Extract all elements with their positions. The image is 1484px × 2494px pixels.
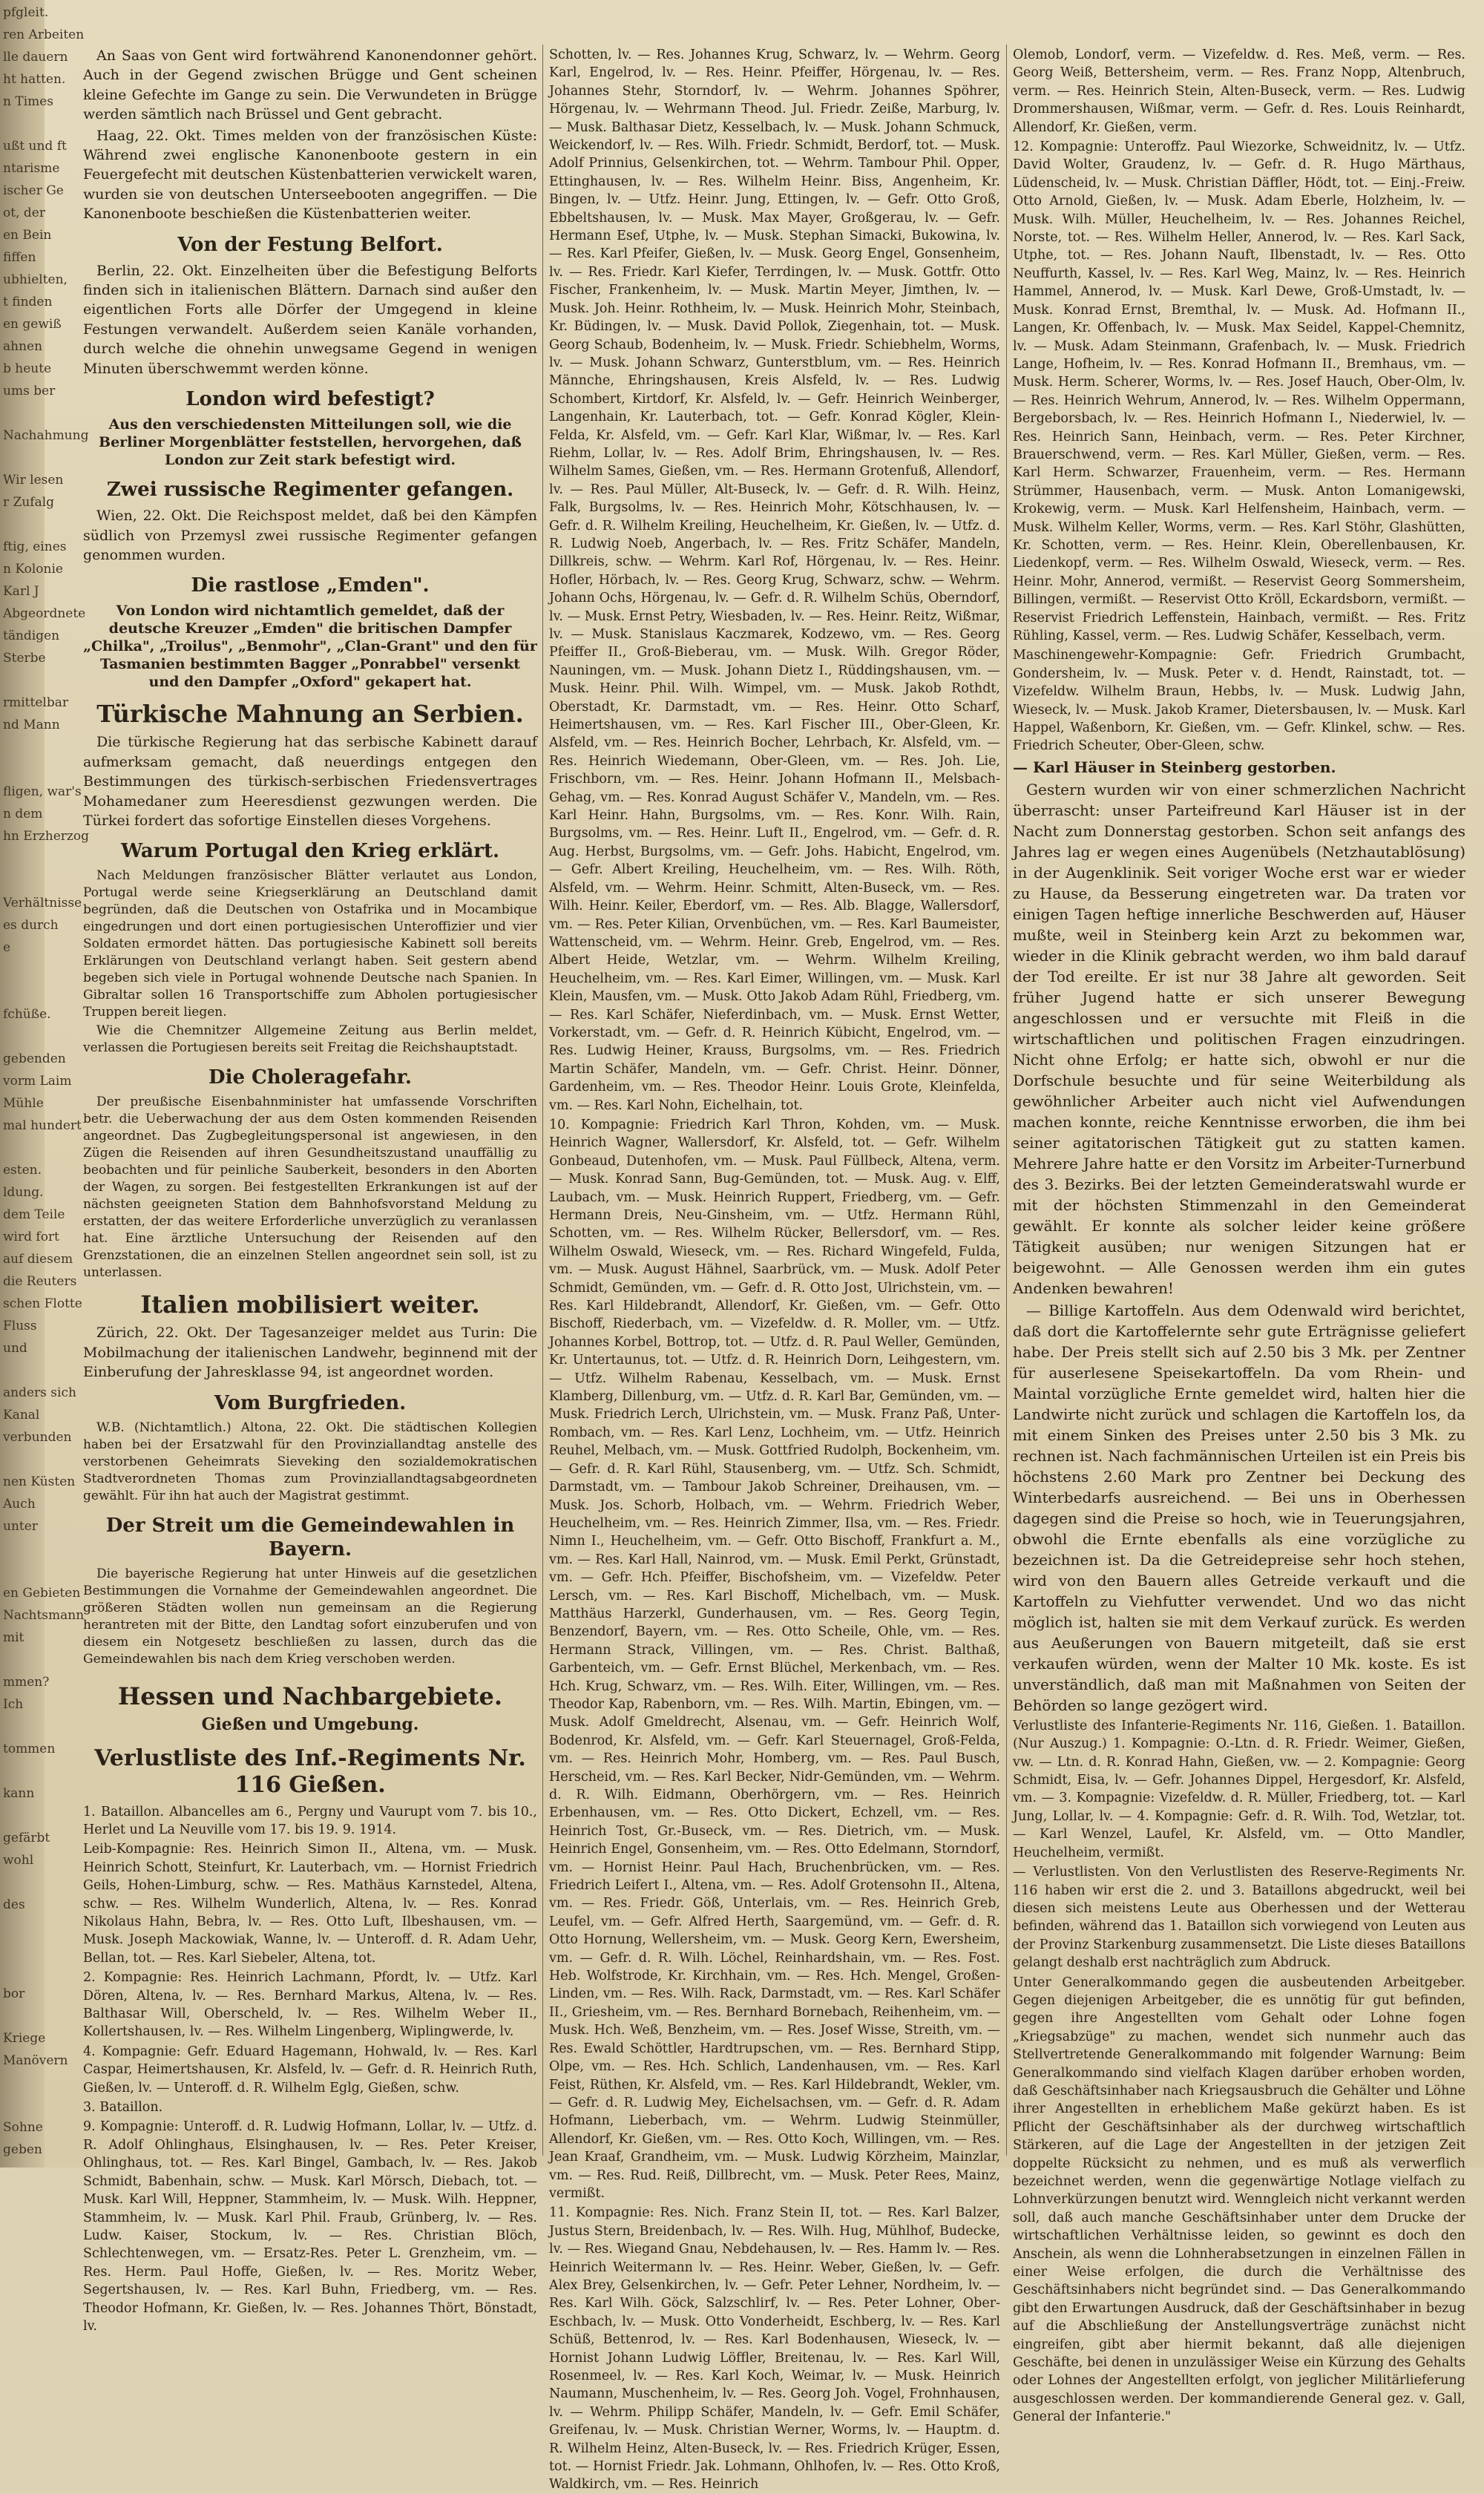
gutter-text-fragment: e xyxy=(3,940,11,955)
casualty-list-text: Leib-Kompagnie: Res. Heinrich Simon II., Altena, vm. — Musk. Heinrich Schott, Steinfurt, Kr. Lauterbach, vm. — Hornist Friedrich Geils, Hohen-Limburg, schw. — Res. Mathäus Karnstedel, Altena, schw. — Res. Wilhelm Wunderlich, Altena, lv. — Res. Konrad Nikolaus Hahn, Bebra, lv. — Res. Otto Luft, Ilbeshausen, vm. — Musk. Joseph Mackowiak, Wanne, lv. — Unteroff. d. R. Adam Uehr, Bellan, tot. — Res. Karl Siebeler, Altena, tot. xyxy=(83,1842,537,1966)
gutter-text-fragment: hn Erzherzog xyxy=(3,829,90,844)
gutter-text-fragment: esten. xyxy=(3,1163,42,1178)
article-paragraph: Berlin, 22. Okt. Einzelheiten über die Befestigung Belforts finden sich in italienischen Blättern. Darnach sind außer den eigentlichen Forts alle Dörfer der Umgegend in kleine Festungen verwandelt. Außerdem seien Kanäle vorhanden, durch welche die ohnehin unwegsame Gegend in wenigen Minuten überschwemmt werden könne. xyxy=(83,262,537,377)
casualty-list-text: Olemob, Londorf, verm. — Vizefeldw. d. Res. Meß, verm. — Res. Georg Weiß, Bettersheim, verm. — Res. Franz Nopp, Altenbruch, verm. — Res. Heinrich Stein, Alten-Buseck, verm. — Res. Ludwig Drommershausen, Wißmar, verm. — Gefr. d. Res. Louis Reinhardt, Allendorf, Kr. Gießen, verm. xyxy=(1013,47,1465,135)
gutter-text-fragment: Sohne xyxy=(3,2120,43,2135)
casualty-list-text: Unter Generalkommando gegen die ausbeutenden Arbeitgeber. Gegen diejenigen Arbeitgeber, die es unnötig für gut befinden, gegen ihre Angestellten vom Gehalt oder Lohne fogen „Kriegsabzüge" zu machen, wendet sich nunmehr auch das Stellvertretende Generalkommando mit folgender Warnung: Beim Generalkommando sind vielfach Klagen darüber erhoben worden, daß Geschäftsinhaber nach Kriegsausbruch die Gehälter und Löhne ihrer Angestellten in erheblichem Maße gekürzt haben. Es ist Pflicht der Geschäftsinhaber als der durchweg wirtschaftlich Stärkeren, auf die Lage der Angestellten in der jetzigen Zeit doppelte Rücksicht zu nehmen, und es muß als verwerflich bezeichnet werden, wenn die gegenwärtige Notlage vielfach zu Lohnverkürzungen benutzt wird. Wenngleich nicht verkannt werden soll, daß auch manche Geschäftsinhaber unter dem Drucke der wirtschaftlichen Verhältnisse leiden, so gewinnt es doch den Anschein, als wenn die Lohnherabsetzungen in einzelnen Fällen in einer Weise erfolgen, die durch die Verhältnisse des Geschäftsinhabers nicht begründet sind. — Das Generalkommando gibt den Erwartungen Ausdruck, daß der Geschäftsinhaber in bezug auf die Abschließung der Anstellungsverträge zunächst nicht eingreifen, gibt aber hiermit bekannt, daß alle diejenigen Geschäfte, bei denen in unzulässiger Weise ein Kürzung des Gehalts oder Lohnes der Angestellten erfolgt, von jeglicher Militärlieferung ausgeschlossen werden. Der kommandierende General gez. v. Gall, General der Infanterie." xyxy=(1013,1975,1465,2425)
gutter-text-fragment: Mühle xyxy=(3,1096,44,1111)
gutter-text-fragment: ot, der xyxy=(3,206,45,220)
casualty-list-text: Verlustliste des Infanterie-Regiments Nr. 116, Gießen. 1. Bataillon. (Nur Auszug.) 1. Kompagnie: O.-Ltn. d. R. Friedr. Weimer, Gießen, vw. — Ltn. d. R. Konrad Hahn, Gießen, vw. — 2. Kompagnie: Georg Schmidt, Eisa, lv. — Gefr. Johannes Dippel, Hergesdorf, Kr. Alsfeld, vm. — 3. Kompagnie: Vizefeldw. d. R. Müller, Friedberg, tot. — Karl Jung, Lollar, lv. — 4. Kompagnie: Gefr. d. R. Wilh. Tod, Wetzlar, tot. — Karl Wenzel, Laufel, Kr. Alsfeld, vm. — Otto Mandler, Heuchelheim, vermißt. xyxy=(1013,1718,1465,1860)
gutter-text-fragment: fiffen xyxy=(3,250,36,265)
gutter-text-fragment: Verhältnisse xyxy=(3,896,82,910)
article-lead: Von London wird nichtamtlich gemeldet, daß der deutsche Kreuzer „Emden" die britischen Dampfer „Chilka", „Troilus", „Benmohr", „Clan-Grant" und den für Tasmanien bestimmten Bagger „Ponrabbel" versenkt und den Dampfer „Oxford" gekapert hat. xyxy=(83,603,537,691)
casualty-list-text: 9. Kompagnie: Unteroff. d. R. Ludwig Hofmann, Lollar, lv. — Utfz. d. R. Adolf Ohlinghaus, Elsinghausen, lv. — Res. Peter Kreiser, Ohlinghaus, tot. — Res. Karl Bingel, Gambach, lv. — Res. Jakob Schmidt, Babenhain, schw. — Musk. Karl Mörsch, Diebach, tot. — Musk. Karl Will, Heppner, Stammheim, lv. — Musk. Wilh. Heppner, Stammheim, lv. — Musk. Karl Phil. Fraub, Grünberg, lv. — Res. Ludw. Kaiser, Stockum, lv. — Res. Christian Blöch, Schlechtenwegen, vm. — Ersatz-Res. Peter L. Grenzheim, vm. — Res. Herm. Paul Hoffe, Gießen, lv. — Res. Moritz Weber, Segertshausen, lv. — Res. Karl Buhn, Friedberg, vm. — Res. Theodor Hofmann, Kr. Gießen, lv. — Res. Johannes Thört, Bönstadt, lv. xyxy=(83,2119,537,2334)
casualty-list-text: 10. Kompagnie: Friedrich Karl Thron, Kohden, vm. — Musk. Heinrich Wagner, Wallersdorf, Kr. Alsfeld, tot. — Gefr. Wilhelm Gonbeaud, Dutenhofen, vm. — Musk. Paul Füllbeck, Altena, verm. — Musk. Konrad Sann, Bug-Gemünden, tot. — Musk. Aug. v. Elff, Laubach, vm. — Musk. Heinrich Ruppert, Friedberg, vm. — Gefr. Hermann Dreis, Neu-Ginsheim, vm. — Utfz. Hermann Rühl, Schotten, vm. — Res. Wilhelm Rücker, Bellersdorf, vm. — Res. Wilhelm Oswald, Wieseck, vm. — Res. Richard Wingefeld, Fulda, vm. — Musk. August Hähnel, Saarbrück, vm. — Musk. Adolf Peter Schmidt, Gemünden, vm. — Gefr. d. R. Otto Jost, Ulrichstein, vm. — Res. Karl Hildebrandt, Allendorf, Kr. Gießen, vm. — Gefr. Otto Bischoff, Riederbach, vm. — Vizefeldw. d. R. Moller, vm. — Utfz. Johannes Korbel, Bottrop, tot. — Utfz. d. R. Paul Weller, Gemünden, Kr. Untertaunus, tot. — Utfz. d. R. Heinrich Dorn, Leihgestern, vm. — Utfz. Wilhelm Rabenau, Kesselbach, vm. — Musk. Ernst Klamberg, Dillenburg, vm. — Utfz. d. R. Karl Bar, Gemünden, vm. — Musk. Friedrich Lerch, Ulrichstein, vm. — Musk. Franz Paß, Unter-Rombach, vm. — Res. Karl Lenz, Lochheim, vm. — Utfz. Heinrich Reuhel, Melbach, vm. — Musk. Gottfried Rudolph, Bockenheim, vm. — Gefr. d. R. Karl Rühl, Stausenberg, vm. — Utfz. Sch. Schmidt, Darmstadt, vm. — Tambour Jakob Schreiner, Dreihausen, vm. — Musk. Jos. Schorb, Holbach, vm. — Wehrm. Friedrich Weber, Heuchelheim, vm. — Res. Heinrich Zimmer, Ilsa, vm. — Res. Friedr. Nimn I., Heuchelheim, vm. — Gefr. Otto Bischoff, Frankfurt a. M., vm. — Res. Karl Hall, Nainrod, vm. — Musk. Emil Perkt, Grünstadt, vm. — Gefr. Hch. Pfeiffer, Bischofsheim, vm. — Vizefeldw. Peter Lersch, vm. — Res. Karl Bischoff, Michelbach, vm. — Musk. Matthäus Harzerkl, Gunderhausen, vm. — Res. Georg Tegin, Benzendorf, Bayern, vm. — Res. Otto Scheile, Ohle, vm. — Res. Hermann Strack, Villingen, vm. — Res. Christ. Balthaß, Garbenteich, vm. — Gefr. Ernst Blüchel, Merkenbach, vm. — Res. Hch. Krug, Schwarz, vm. — Res. Wilh. Eiter, Willingen, vm. — Res. Theodor Kap, Rabenborn, vm. — Res. Wilh. Martin, Ebingen, vm. — Musk. Adolf Gmeldrecht, Alsenau, vm. — Gefr. Heinrich Wolf, Bodenrod, Kr. Alsfeld, vm. — Gefr. Karl Steuernagel, Groß-Felda, vm. — Res. Heinrich Mohr, Homberg, vm. — Res. Paul Busch, Herscheid, vm. — Res. Karl Becker, Nidr-Gemünden, vm. — Wehrm. d. R. Wilh. Eidmann, Oberhörgern, vm. — Res. Heinrich Erbenhausen, vm. — Res. Otto Dickert, Echzell, vm. — Res. Heinrich Tost, Gr.-Buseck, vm. — Res. Dietrich, vm. — Musk. Heinrich Engel, Gonsenheim, vm. — Res. Otto Edelmann, Storndorf, vm. — Hornist Heinr. Paul Hach, Bruchenbrücken, vm. — Res. Friedrich Leifert I., Altena, vm. — Res. Adolf Grotensohn II., Altena, vm. — Res. Friedr. Göß, Unterlais, vm. — Res. Heinrich Greb, Leufel, vm. — Gefr. Alfred Herth, Saargemünd, vm. — Gefr. d. R. Otto Hornung, Wellersheim, vm. — Musk. Georg Kern, Ewersheim, vm. — Gefr. d. R. Wilh. Löchel, Reinhardshain, vm. — Res. Fost. Heb. Wolfstrode, Kr. Kirchhain, vm. — Res. Hch. Mengel, Großen-Linden, vm. — Res. Wilh. Rack, Darmstadt, vm. — Res. Karl Schäfer II., Griesheim, vm. — Res. Bernhard Bornebach, Reihenheim, vm. — Musk. Hch. Weß, Benzheim, vm. — Res. Josef Wisse, Streith, vm. — Res. Ewald Schöttler, Hardtrupschen, vm. — Res. Bernhard Stipp, Olpe, vm. — Res. Hch. Schlich, Landenhausen, vm. — Res. Karl Feist, Rüthen, Kr. Alsfeld, vm. — Res. Karl Hildebrandt, Wekler, vm. — Gefr. d. R. Ludwig Mey, Eichelsachsen, vm. — Gefr. d. R. Adam Hofmann, Lieberbach, vm. — Wehrm. Ludwig Steinmüller, Allendorf, Kr. Gießen, vm. — Res. Otto Koch, Willingen, vm. — Res. Jean Kraaf, Grandheim, vm. — Musk. Ludwig Körzheim, Mainzlar, vm. — Res. Rud. Reiß, Dillbrecht, vm. — Musk. Peter Rees, Mainz, vermißt. xyxy=(549,1117,1000,2201)
gutter-text-fragment: Karl J xyxy=(3,584,39,599)
gutter-text-fragment: lle dauern xyxy=(3,50,68,65)
gutter-text-fragment: des xyxy=(3,1897,25,1912)
article-paragraph: An Saas von Gent wird fortwährend Kanonendonner gehört. Auch in der Gegend zwischen Brügge und Gent scheinen kleine Gefechte im Gange zu sein. Die Verwundeten in Brügge werden sämtlich nach Brüssel und Gent gebracht. xyxy=(83,47,537,123)
casualty-list-text: 3. Bataillon. xyxy=(83,2100,163,2116)
gutter-text-fragment: en Bein xyxy=(3,228,52,243)
section-subtitle: Gießen und Umgebung. xyxy=(201,1714,419,1734)
gutter-text-fragment: mit xyxy=(3,1630,24,1645)
article-paragraph: Die bayerische Regierung hat unter Hinweis auf die gesetzlichen Bestimmungen die Vornahme der Gemeindewahlen angeordnet. Die größeren Städten wollen nun gemeinsam an die Regierung herantreten mit der Bitte, den Landtag sofort einzuberufen und von diesem ein Notgesetz beschließen zu lassen, durch das die Gemeindewahlen bis nach dem Krieg verschoben werden. xyxy=(83,1566,537,1667)
casualty-list-text: 11. Kompagnie: Res. Nich. Franz Stein II, tot. — Res. Karl Balzer, Justus Stern, Breidenbach, lv. — Res. Wilh. Hug, Mühlhof, Budecke, lv. — Res. Wiegand Gnau, Nebdehausen, lv. — Res. Hamm lv. — Res. Heinrich Weitermann lv. — Res. Heinr. Weber, Gießen, lv. — Gefr. Alex Brey, Gelsenkirchen, lv. — Gefr. Peter Lehner, Nordheim, lv. — Res. Karl Wilh. Göck, Salzschlirf, lv. — Res. Peter Lohner, Ober-Eschbach, lv. — Musk. Otto Vonderheidt, Eschberg, lv. — Res. Karl Schüß, Bettenrod, lv. — Res. Karl Bodenhausen, Wieseck, lv. — Hornist Johann Ludwig Löffler, Breitenau, lv. — Res. Karl Will, Rosenmeel, lv. — Res. Karl Koch, Weimar, lv. — Musk. Heinrich Naumann, Muschenheim, lv. — Res. Georg Joh. Vogel, Frohnhausen, lv. — Wehrm. Philipp Schäfer, Mandeln, lv. — Gefr. Emil Schäfer, Greifenau, lv. — Musk. Christian Werner, Worms, lv. — Hauptm. d. R. Wilhelm Heinz, Alten-Buseck, lv. — Res. Friedrich Krüger, Essen, tot. — Hornist Friedr. Jak. Lohmann, Ohlhofen, lv. — Res. Otto Kroß, Waldkirch, vm. — Res. Heinrich xyxy=(549,2205,1000,2493)
gutter-text-fragment: ahnen xyxy=(3,339,43,354)
column-divider xyxy=(1006,45,1007,2156)
gutter-text-fragment: en gewiß xyxy=(3,317,62,332)
gutter-text-fragment: Kanal xyxy=(3,1408,40,1422)
gutter-text-fragment: gefärbt xyxy=(3,1831,50,1845)
casualty-list-text: Schotten, lv. — Res. Johannes Krug, Schwarz, lv. — Wehrm. Georg Karl, Engelrod, lv. — Res. Heinr. Pfeiffer, Hörgenau, lv. — Res. Johannes Stehr, Storndorf, lv. — Wehrm. Johannes Spöhrer, Hörgenau, lv. — Wehrmann Theod. Jul. Friedr. Zeiße, Marburg, lv. — Musk. Balthasar Dietz, Kesselbach, lv. — Musk. Johann Schmuck, Weickendorf, lv. — Res. Wilh. Friedr. Schmidt, Berdorf, tot. — Musk. Adolf Prinnius, Gelsenkirchen, tot. — Wehrm. Tambour Phil. Opper, Ettinghausen, lv. — Res. Wilhelm Heinr. Biss, Angenheim, Kr. Bingen, lv. — Utfz. Heinr. Jung, Ettingen, lv. — Gefr. Otto Groß, Ebbeltshausen, lv. — Musk. Max Mayer, Großgerau, lv. — Gefr. Hermann Esef, Utphe, lv. — Musk. Stephan Simacki, Bukowina, lv. — Res. Karl Pfeifer, Gießen, lv. — Musk. Georg Engel, Gonsenheim, lv. — Res. Friedr. Karl Kiefer, Terrdingen, lv. — Musk. Gottfr. Otto Fischer, Frankenheim, lv. — Musk. Martin Meyer, Jimthen, lv. — Musk. Joh. Heinr. Rothheim, lv. — Musk. Heinrich Mohr, Steinbach, Kr. Büdingen, lv. — Musk. David Pollok, Ziegenhain, tot. — Musk. Georg Schaub, Bodenheim, lv. — Musk. Friedr. Schiebhelm, Worms, lv. — Musk. Johann Schwarz, Gunterstblum, vm. — Res. Heinrich Männche, Ehringshausen, Kreis Alsfeld, lv. — Res. Ludwig Schombert, Kirtdorf, Kr. Alsfeld, lv. — Gefr. Heinrich Weinberger, Langenhain, Kr. Lauterbach, tot. — Gefr. Konrad Kögler, Klein-Felda, Kr. Alsfeld, vm. — Gefr. Karl Klar, Wißmar, lv. — Res. Karl Riehm, Lollar, lv. — Res. Adolf Brim, Ehringshausen, lv. — Res. Wilhelm Sames, Gießen, vm. — Res. Hermann Grotenfuß, Allendorf, lv. — Res. Paul Müller, Alt-Buseck, lv. — Gefr. d. R. Wilh. Heinz, Falk, Burgsolms, lv. — Res. Heinrich Mohr, Kötschhausen, lv. — Gefr. d. R. Wilhelm Kreiling, Heuchelheim, Kr. Gießen, lv. — Utfz. d. R. Ludwig Noeb, Angerbach, lv. — Res. Fritz Schäfer, Mandeln, Dillkreis, schw. — Wehrm. Karl Rof, Hörgenau, lv. — Res. Heinr. Hofler, Hörbach, lv. — Res. Georg Krug, Schwarz, schw. — Wehrm. Johann Ochs, Hörgenau, lv. — Gefr. d. R. Wilhelm Schüs, Oberndorf, lv. — Musk. Ernst Petry, Wiesbaden, lv. — Res. Heinr. Reitz, Wißmar, lv. — Musk. Stanislaus Kaczmarek, Kodzewo, vm. — Res. Georg Pfeiffer II., Groß-Bieberau, vm. — Musk. Wilh. Gregor Röder, Nauningen, vm. — Musk. Johann Dietz I., Rüddingshausen, vm. — Musk. Heinr. Phil. Wilh. Wimpel, vm. — Musk. Jakob Rothdt, Oberstadt, Kr. Darmstadt, vm. — Res. Heinr. Otto Scharf, Heimertshausen, vm. — Res. Karl Fischer III., Ober-Gleen, Kr. Alsfeld, vm. — Res. Heinrich Bocher, Lehrbach, Kr. Alsfeld, vm. — Res. Heinrich Wiedemann, Ober-Gleen, vm. — Res. Joh. Lie, Frischborn, vm. — Res. Heinr. Johann Hofmann II., Melsbach-Gehag, vm. — Res. Konrad August Schäfer V., Mandeln, vm. — Res. Karl Heinr. Hahn, Burgsolms, vm. — Res. Konr. Wilh. Rain, Burgsolms, vm. — Res. Heinr. Luft II., Engelrod, vm. — Gefr. d. R. Aug. Herbst, Burgsolms, vm. — Gefr. Johs. Habicht, Engelrod, vm. — Gefr. Albert Kreiling, Heuchelheim, vm. — Res. Wilh. Röth, Alsfeld, vm. — Wehrm. Heinr. Schmitt, Alten-Buseck, vm. — Res. Wilh. Heinr. Keiler, Eberdorf, vm. — Res. Alb. Blagge, Wallersdorf, vm. — Res. Peter Kilian, Orvenbüchen, vm. — Res. Karl Baumeister, Wattenscheid, vm. — Wehrm. Heinr. Greb, Engelrod, vm. — Res. Albert Heide, Wetzlar, vm. — Wehrm. Wilhelm Kreiling, Heuchelheim, vm. — Res. Karl Eimer, Willingen, vm. — Musk. Karl Klein, Mausfen, vm. — Musk. Otto Jakob Adam Rühl, Friedberg, vm. — Res. Karl Schäfer, Nieferdinbach, vm. — Musk. Ernst Wetter, Vorkerstadt, vm. — Gefr. d. R. Heinrich Kübicht, Engelrod, vm. — Res. Ludwig Heiner, Krauss, Burgsolms, vm. — Res. Friedrich Martin Schäfer, Mandeln, vm. — Gefr. Christ. Heinr. Dönner, Gardenheim, vm. — Res. Theodor Heinr. Louis Grote, Kleinfelda, vm. — Res. Karl Nohn, Eichelhain, tot. xyxy=(549,47,1000,1113)
article-headline: Italien mobilisiert weiter. xyxy=(140,1290,480,1319)
gutter-text-fragment: rmittelbar xyxy=(3,695,68,710)
gutter-text-fragment: Nachahmung xyxy=(3,428,89,443)
gutter-text-fragment: fchüße. xyxy=(3,1007,51,1022)
gutter-text-fragment: nd Mann xyxy=(3,718,60,732)
gutter-text-fragment: ums ber xyxy=(3,384,56,398)
gutter-text-fragment: anders sich xyxy=(3,1385,76,1400)
gutter-text-fragment: auf diesem xyxy=(3,1252,73,1267)
gutter-text-fragment: schen Flotte xyxy=(3,1296,82,1311)
gutter-text-fragment: es durch xyxy=(3,918,59,933)
gutter-text-fragment: en Gebieten xyxy=(3,1586,81,1601)
column-3 xyxy=(1013,46,1465,2425)
gutter-text-fragment: t finden xyxy=(3,295,53,309)
gutter-text-fragment: ldung. xyxy=(3,1185,44,1200)
gutter-text-fragment: ubhielten, xyxy=(3,272,68,287)
article-headline: Warum Portugal den Krieg erklärt. xyxy=(120,840,500,863)
gutter-text-fragment: pfgleit. xyxy=(3,5,49,20)
gutter-text-fragment: Ich xyxy=(3,1697,24,1712)
article-paragraph: W.B. (Nichtamtlich.) Altona, 22. Okt. Die städtischen Kollegien haben bei der Ersatzwahl für den Provinziallandtag anstelle des verstorbenen Geheimrats Sieveking den sozialdemokratischen Stadtverordneten Thomas zum Provinziallandtagsabgeordneten gewählt. Für ihn hat auch der Magistrat gestimmt. xyxy=(83,1420,537,1503)
gutter-text-fragment: ftig, eines xyxy=(3,539,67,554)
article-paragraph: — Billige Kartoffeln. Aus dem Odenwald wird berichtet, daß dort die Kartoffelernte sehr gute Erträgnisse geliefert habe. Der Preis stellt sich auf 2.50 bis 3 Mk. per Zentner für auserlesene Speisekartoffeln. Da vom Rhein- und Maintal vorzügliche Ernte gemeldet wird, halten hier die Landwirte nicht zurück und schlagen die Kartoffeln los, da mit einem Sinken des Preises unter 2.50 bis 3 Mk. zu rechnen ist. Nach fachmännischen Urteilen ist ein Preis bis höchstens 2.60 Mark pro Zentner bei Deckung des Winterbedarfs ausreichend. — Bei uns in Oberhessen dagegen sind die Preise so hoch, wie in Teuerungsjahren, obwohl die Ernte ebenfalls als eine vorzügliche zu bezeichnen ist. Da die Getreidepreise sehr hoch stehen, wird von den Bauern alles Getreide verkauft und die Kartoffeln zu Viehfutter verwendet. Und wo das nicht möglich ist, halten sie mit dem Verkauf zurück. Es werden aus Aeußerungen von Bauern mitgeteilt, daß sie erst verkaufen würden, wenn der Malter 10 Mk. koste. Es ist unverständlich, daß man mit Maßnahmen von Seiten der Behörden so lange gezögert wird. xyxy=(1013,1301,1465,1714)
column-divider xyxy=(542,45,543,2156)
gutter-text-fragment: Sterbe xyxy=(3,651,46,666)
gutter-text-fragment: Manövern xyxy=(3,2053,68,2068)
gutter-text-fragment: Auch xyxy=(3,1497,36,1512)
gutter-text-fragment: Fluss xyxy=(3,1319,37,1333)
gutter-text-fragment: dem Teile xyxy=(3,1207,65,1222)
article-headline: Die rastlose „Emden". xyxy=(191,574,430,597)
gutter-text-fragment: ußt und ft xyxy=(3,139,67,154)
casualty-list-text: 1. Bataillon. Albancelles am 6., Pergny und Vaurupt vom 7. bis 10., Herlet und La Neuville vom 17. bis 19. 9. 1914. xyxy=(83,1804,537,1837)
gutter-text-fragment: mal hundert xyxy=(3,1118,82,1133)
article-headline: Türkische Mahnung an Serbien. xyxy=(96,700,524,729)
gutter-text-fragment: vorm Laim xyxy=(3,1074,72,1089)
gutter-text-fragment: n dem xyxy=(3,807,43,821)
gutter-text-fragment: wohl xyxy=(3,1853,34,1868)
gutter-text-fragment: kann xyxy=(3,1786,35,1801)
article-lead: Aus den verschiedensten Mitteilungen soll, wie die Berliner Morgenblätter feststellen, hervorgehen, daß London zur Zeit stark befestigt wird. xyxy=(99,416,522,469)
article-headline: — Karl Häuser in Steinberg gestorben. xyxy=(1013,758,1336,776)
gutter-text-fragment: fligen, war's xyxy=(3,784,82,799)
gutter-text-fragment: b heute xyxy=(3,361,52,376)
casualty-list-text: Maschinengewehr-Kompagnie: Gefr. Friedrich Grumbacht, Gondersheim, lv. — Musk. Peter v. d. Hendt, Rainstadt, tot. — Vizefeldw. Wilhelm Braun, Hebbs, lv. — Musk. Ludwig Jahn, Wieseck, lv. — Musk. Jakob Kramer, Dietersbausen, lv. — Musk. Karl Happel, Waßenborn, Kr. Gießen, vm. — Gefr. Klinkel, schw. — Res. Friedrich Scheuter, Ober-Gleen, schw. xyxy=(1013,648,1465,754)
column-2 xyxy=(549,46,1000,2493)
article-headline: London wird befestigt? xyxy=(186,388,435,411)
gutter-text-fragment: wird fort xyxy=(3,1230,59,1244)
gutter-text-fragment: tändigen xyxy=(3,629,60,643)
casualty-list-text: — Verlustlisten. Von den Verlustlisten des Reserve-Regiments Nr. 116 haben wir erst die 2. und 3. Bataillons abgedruckt, weil bei diesen sich meistens Leute aus Oberhessen und der Wetterau befinden, während das 1. Bataillon sich vorwiegend von Leuten aus der Provinz Starkenburg zusammensetzt. Die Liste dieses Bataillons gelangt deshalb erst nachträglich zum Abdruck. xyxy=(1013,1865,1465,1971)
article-paragraph: Zürich, 22. Okt. Der Tagesanzeiger meldet aus Turin: Die Mobilmachung der italienischen Landwehr, beginnend mit der Einberufung der Jahresklasse 94, ist angeordnet worden. xyxy=(83,1325,537,1381)
section-title: Hessen und Nachbargebiete. xyxy=(117,1681,503,1710)
gutter-text-fragment: mmen? xyxy=(3,1675,50,1690)
casualty-list-title: Verlustliste des Inf.-Regiments Nr. 116 Gießen. xyxy=(94,1745,526,1798)
gutter-text-fragment: ischer Ge xyxy=(3,183,64,198)
gutter-text-fragment: ht hatten. xyxy=(3,72,66,87)
article-paragraph: Nach Meldungen französischer Blätter verlautet aus London, Portugal werde seine Kriegserklärung an Deutschland damit begründen, daß die Deutschen von Ostafrika und in Mocambique eingedrungen und dort einen portugiesischen Unteroffizier und vier Soldaten ermordet hätten. Das portugiesische Kabinett soll bereits Erklärungen von Deutschland verlangt haben. Seit gestern abend begeben sich viele in Portugal wohnende Deutsche nach Spanien. In Gibraltar sollen 16 Transportschiffe zum Abholen portugiesischer Truppen bereit liegen. xyxy=(83,868,537,1020)
gutter-text-fragment: nen Küsten xyxy=(3,1474,76,1489)
gutter-text-fragment: ntarisme xyxy=(3,161,60,176)
gutter-text-fragment: r Zufalg xyxy=(3,495,55,510)
article-headline: Die Choleragefahr. xyxy=(209,1066,412,1089)
article-headline: Vom Burgfrieden. xyxy=(214,1391,407,1414)
gutter-text-fragment: Abgeordnete xyxy=(3,606,86,621)
gutter-text-fragment: verbunden xyxy=(3,1430,72,1445)
article-headline: Zwei russische Regimenter gefangen. xyxy=(106,479,514,502)
article-paragraph: Der preußische Eisenbahnminister hat umfassende Vorschriften betr. die Ueberwachung der aus dem Osten kommenden Reisenden angeordnet. Das Zugbegleitungspersonal ist angewiesen, in den Zügen die Reisenden auf ihren Gesundheitszustand unauffällig zu beobachten und für peinliche Sauberkeit, besonders in den Aborten der Wagen, zu sorgen. Bei festgestellten Erkrankungen ist auf der nächsten geeigneten Station dem Bahnhofsvorstand Meldung zu erstatten, der das weitere Erforderliche unverzüglich zu veranlassen hat. Eine ärztliche Untersuchung der Reisenden auf den Grenzstationen, die an einzelnen Stellen angeordnet sein soll, ist zu unterlassen. xyxy=(83,1095,537,1281)
column-1 xyxy=(83,46,537,2334)
gutter-text-fragment: ren Arbeiten xyxy=(3,27,85,42)
gutter-text-fragment: n Kolonie xyxy=(3,562,63,577)
article-paragraph: Gestern wurden wir von einer schmerzlichen Nachricht überrascht: unser Parteifreund Karl Häuser ist in der Nacht zum Donnerstag gestorben. Schon seit anfangs des Jahres lag er wegen eines Augenübels (Netzhautablösung) in der Augenklinik. Seit voriger Woche erst war er wieder zu Hause, da Besserung eingetreten war. Da traten vor einigen Tagen heftige innerliche Beschwerden auf, Häuser mußte, weil in Steinberg kein Arzt zu bekommen war, wieder in die Klinik gebracht werden, wo ihm bald darauf der Tod ereilte. Er ist nur 38 Jahre alt geworden. Seit früher Jugend hatte er sich unserer Bewegung angeschlossen und er versuchte mit Fleiß in die wirtschaftlichen und politischen Fragen einzudringen. Nicht ohne Erfolg; er hatte sich, obwohl er nur die Dorfschule besuchte und für seine Weiterbildung als gewöhnlicher Arbeiter auch nicht viel Aufwendungen machen konnte, reiche Kenntnisse erworben, die ihm bei seiner agitatorischen Tätigkeit gut zu statten kamen. Mehrere Jahre hatte er den Vorsitz im Arbeiter-Turnerbund des 3. Bezirks. Bei der letzten Gemeinderatswahl wurde er mit der höchsten Stimmenzahl in den Gemeinderat gewählt. Er konnte als solcher leider keine größere Tätigkeit ausüben; nur wenigen Sitzungen hat er beigewohnt. — Alle Genossen werden ihm ein gutes Andenken bewahren! xyxy=(1013,780,1465,1297)
gutter-text-fragment: Wir lesen xyxy=(3,473,64,488)
article-paragraph: Wien, 22. Okt. Die Reichspost meldet, daß bei den Kämpfen südlich von Przemysl zwei russische Regimenter gefangen genommen wurden. xyxy=(83,508,537,563)
gutter-text-fragment: gebenden xyxy=(3,1051,66,1066)
gutter-text-fragment: Nachtsmann xyxy=(3,1608,85,1623)
gutter-text-fragment: Kriege xyxy=(3,2031,46,2046)
gutter-text-fragment: unter xyxy=(3,1519,38,1534)
gutter-text-fragment: die Reuters xyxy=(3,1274,77,1289)
article-paragraph: Haag, 22. Okt. Times melden von der französischen Küste: Während zwei englische Kanonenboote gestern in ein Feuergefecht mit deutschen Küstenbatterien verwickelt waren, wurden sie von deutschen Unterseebooten angegriffen. — Die Kanonenboote beschießen die Küstenbatterien weiter. xyxy=(83,127,537,223)
previous-page-edge xyxy=(0,0,90,2168)
article-paragraph: Die türkische Regierung hat das serbische Kabinett darauf aufmerksam gemacht, daß neuerdings entgegen den Bestimmungen des türkisch-serbischen Friedensvertrages Mohamedaner zum Heeresdienst gezwungen werden. Die Türkei fordert das sofortige Einstellen dieses Vorgehens. xyxy=(83,734,537,829)
gutter-text-fragment: n Times xyxy=(3,94,54,109)
gutter-text-fragment: bor xyxy=(3,1986,25,2001)
casualty-list-text: 2. Kompagnie: Res. Heinrich Lachmann, Pfordt, lv. — Utfz. Karl Dören, Altena, lv. — Res. Bernhard Markus, Altena, lv. — Res. Balthasar Will, Oberscheld, lv. — Res. Wilhelm Weber II., Kollertshausen, lv. — Res. Wilhelm Lingenberg, Wiplingwerde, lv. xyxy=(83,1970,537,2040)
gutter-text-fragment: tommen xyxy=(3,1742,56,1756)
casualty-list-text: 4. Kompagnie: Gefr. Eduard Hagemann, Hohwald, lv. — Res. Karl Caspar, Heimertshausen, Kr. Alsfeld, lv. — Gefr. d. R. Heinrich Ruth, Gießen, lv. — Unteroff. d. R. Wilhelm Eglg, Gießen, schw. xyxy=(83,2044,537,2096)
gutter-text-fragment: geben xyxy=(3,2142,42,2157)
article-headline: Von der Festung Belfort. xyxy=(177,233,443,256)
article-headline: Der Streit um die Gemeindewahlen in Bayern. xyxy=(105,1514,515,1561)
gutter-text-fragment: und xyxy=(3,1341,27,1356)
casualty-list-text: 12. Kompagnie: Unteroffz. Paul Wiezorke, Schweidnitz, lv. — Utfz. David Wolter, Graudenz, lv. — Gefr. d. R. Hugo Märthaus, Lüdenscheid, lv. — Musk. Christian Däffler, Hödt, tot. — Einj.-Freiw. Otto Arnold, Gießen, lv. — Musk. Adam Eberle, Holzheim, lv. — Musk. Wilh. Müller, Heuchelheim, lv. — Res. Johannes Reichel, Norste, tot. — Res. Wilhelm Heller, Annerod, lv. — Res. Karl Sack, Utphe, tot. — Res. Johann Nauft, Ilbenstadt, lv. — Res. Otto Neuffurth, Kassel, lv. — Res. Karl Weg, Mainz, lv. — Res. Heinrich Hammel, Annerod, lv. — Musk. Karl Dewe, Groß-Umstadt, lv. — Musk. Konrad Ernst, Bremthal, lv. — Musk. Ad. Hofmann II., Langen, Kr. Offenbach, lv. — Musk. Max Seidel, Kappel-Chemnitz, lv. — Musk. Adam Steinmann, Grafenbach, lv. — Musk. Friedrich Lange, Hofheim, lv. — Res. Konrad Hofmann II., Bremhaus, vm. — Musk. Herm. Scherer, Worms, lv. — Res. Josef Hauch, Ober-Olm, lv. — Res. Heinrich Wehrum, Annerod, lv. — Res. Wilhelm Oppermann, Bergeborsbach, lv. — Res. Heinrich Hofmann I., Niederwiel, lv. — Res. Heinrich Sann, Heinbach, verm. — Res. Peter Kirchner, Brauerschwend, verm. — Res. Karl Müller, Gießen, verm. — Res. Karl Herm. Schwarzer, Frauenheim, verm. — Res. Hermann Strümmer, Hausenbach, verm. — Musk. Anton Lomanigewski, Krokewig, verm. — Musk. Karl Helfensheim, Hainbach, verm. — Musk. Wilhelm Keller, Worms, verm. — Res. Karl Stöhr, Glashütten, Kr. Schotten, verm. — Res. Heinr. Klein, Oberellenbausen, Kr. Liedenkopf, verm. — Res. Wilhelm Oswald, Wieseck, verm. — Res. Heinr. Mohr, Annerod, vermißt. — Reservist Georg Sommersheim, Billingen, vermißt. — Reservist Otto Kröll, Eckardsborn, vermißt. — Reservist Friedrich Leffenstein, Hainbach, vermißt. — Res. Fritz Rühling, Kassel, verm. — Res. Ludwig Schäfer, Kesselbach, verm. xyxy=(1013,140,1465,643)
article-paragraph: Wie die Chemnitzer Allgemeine Zeitung aus Berlin meldet, verlassen die Portugiesen bereits seit Freitag die Reichshauptstadt. xyxy=(83,1023,537,1056)
